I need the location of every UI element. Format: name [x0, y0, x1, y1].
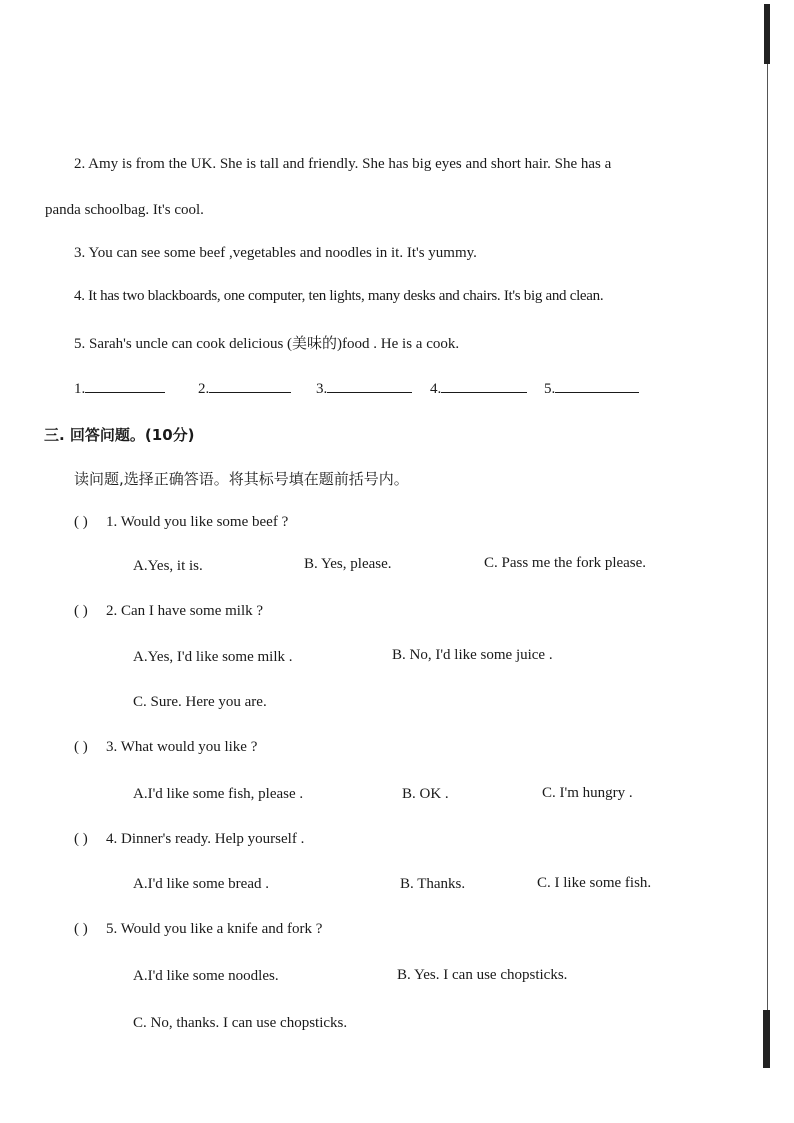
question-5: 5. Would you like a knife and fork ? [106, 921, 323, 937]
q5-option-b: B. Yes. I can use chopsticks. [397, 967, 568, 983]
answer-bracket-q4[interactable]: ( ) [74, 831, 88, 847]
answer-line-4 [441, 378, 527, 393]
sentence-3: 3. You can see some beef ,vegetables and noodles in it. It's yummy. [74, 245, 477, 261]
answer-line-5 [555, 378, 639, 393]
q1-option-a: A.Yes, it is. [133, 558, 203, 574]
sentence-2-line1: 2. Amy is from the UK. She is tall and friendly. She has big eyes and short hair. She has a [74, 156, 612, 172]
question-2: 2. Can I have some milk ? [106, 603, 264, 619]
answer-blank-3[interactable] [316, 378, 412, 398]
binding-line [767, 64, 768, 1024]
q2-option-c: C. Sure. Here you are. [133, 694, 267, 710]
answer-blank-4[interactable] [430, 378, 527, 398]
answer-label-2: 2. [198, 381, 210, 397]
sentence-2-line2: panda schoolbag. It's cool. [45, 202, 204, 218]
sentence-4: 4. It has two blackboards, one computer, ten lights, many desks and chairs. It's big and clean. [74, 288, 604, 304]
answer-line-1 [85, 378, 165, 393]
answer-bracket-q3[interactable]: ( ) [74, 739, 88, 755]
binding-mark-top [764, 4, 770, 64]
q5-option-c: C. No, thanks. I can use chopsticks. [133, 1015, 348, 1031]
q4-option-c: C. I like some fish. [537, 875, 652, 891]
binding-mark-bottom [763, 1010, 770, 1068]
section-3-instruction: 读问题,选择正确答语。将其标号填在题前括号内。 [74, 470, 409, 488]
answer-line-2 [209, 378, 291, 393]
q3-option-b: B. OK . [402, 786, 449, 802]
answer-label-4: 4. [430, 381, 442, 397]
q2-option-b: B. No, I'd like some juice . [392, 647, 553, 663]
answer-blank-1[interactable] [74, 378, 165, 398]
q5-option-a: A.I'd like some noodles. [133, 968, 279, 984]
q1-option-c: C. Pass me the fork please. [484, 555, 647, 571]
question-4: 4. Dinner's ready. Help yourself . [106, 831, 305, 847]
answer-blank-5[interactable] [544, 378, 639, 398]
q4-option-a: A.I'd like some bread . [133, 876, 269, 892]
section-3-title: 三. 回答问题。(10分) [44, 426, 195, 444]
answer-blank-2[interactable] [198, 378, 291, 398]
q2-option-a: A.Yes, I'd like some milk . [133, 649, 293, 665]
q1-option-b: B. Yes, please. [304, 556, 392, 572]
q3-option-c: C. I'm hungry . [542, 785, 633, 801]
answer-bracket-q1[interactable]: ( ) [74, 514, 88, 530]
answer-bracket-q2[interactable]: ( ) [74, 603, 88, 619]
q4-option-b: B. Thanks. [400, 876, 466, 892]
answer-label-5: 5. [544, 381, 556, 397]
answer-label-1: 1. [74, 381, 86, 397]
answer-line-3 [327, 378, 412, 393]
answer-bracket-q5[interactable]: ( ) [74, 921, 88, 937]
answer-label-3: 3. [316, 381, 328, 397]
question-1: 1. Would you like some beef ? [106, 514, 289, 530]
sentence-5: 5. Sarah's uncle can cook delicious (美味的)food . He is a cook. [74, 336, 460, 352]
question-3: 3. What would you like ? [106, 739, 258, 755]
q3-option-a: A.I'd like some fish, please . [133, 786, 304, 802]
